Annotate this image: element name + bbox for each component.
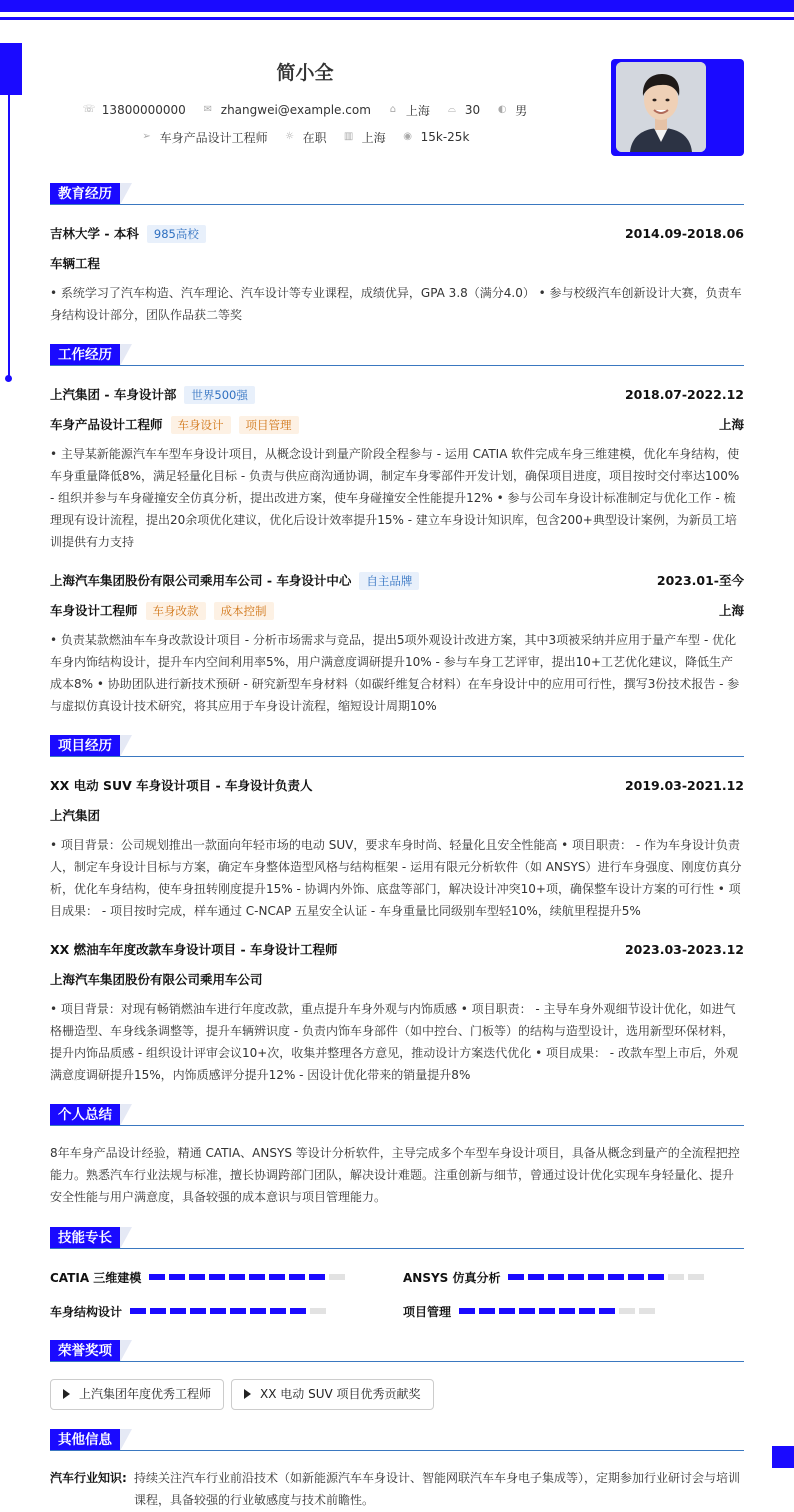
skill-level-bar — [459, 1308, 659, 1314]
job-role: 车身产品设计工程师 — [50, 416, 163, 432]
skill-segment — [249, 1274, 265, 1280]
home-icon: ⌂ — [389, 104, 397, 115]
job-title-text: 车身产品设计工程师 — [159, 130, 268, 145]
project-1-header — [50, 776, 744, 794]
skill-segment — [310, 1308, 326, 1314]
project-date: 2019.03-2021.12 — [624, 777, 744, 793]
section-rule — [50, 1450, 744, 1451]
skill-segment — [559, 1308, 575, 1314]
project-org: 上海汽车集团股份有限公司乘用车公司 — [50, 972, 263, 987]
project-date: 2023.03-2023.12 — [624, 941, 744, 957]
section-title-tail — [120, 1340, 132, 1362]
honor-item — [231, 1379, 434, 1410]
section-title-tail — [120, 1104, 132, 1126]
section-work — [50, 344, 744, 366]
city-text: 上海 — [405, 103, 430, 118]
school-name: 吉林大学 - 本科 — [50, 225, 139, 241]
work-2-description: • 负责某款燃油车车身改款设计项目 - 分析市场需求与竞品，提出5项外观设计改进方案，其中3项被采纳并应用于量产车型 - 优化车身内饰结构设计，提升车内空间利用率5%，用户满意度调研提升10% - 参与车身工艺评审，提出10+工艺优化建议，降低生产成本8% • 协助团队进行新技术预研 - 研究新型车身材料（如碳纤维复合材料）在车身设计中的应用可行性，撰写3份技术报告 - 参与虚拟仿真设计技术研究，将其应用于车身设计流程，缩短设计周期10% — [50, 633, 740, 713]
skill-name: ANSYS 仿真分析 — [403, 1270, 501, 1285]
work-date: 2018.07-2022.12 — [624, 386, 744, 402]
profile-photo-frame — [611, 59, 744, 156]
skill-name: CATIA 三维建模 — [50, 1270, 142, 1285]
skill-segment — [189, 1274, 205, 1280]
salary-item — [402, 130, 470, 144]
salary-icon: ◉ — [403, 131, 412, 142]
work-date: 2023.01-至今 — [656, 573, 744, 588]
salary-text: 15k-25k — [420, 130, 470, 144]
skill-segment — [229, 1274, 245, 1280]
section-title-tail — [120, 344, 132, 366]
phone-icon: ☏ — [82, 104, 96, 115]
education-date: 2014.09-2018.06 — [624, 225, 744, 241]
skill-segment — [548, 1274, 564, 1280]
skill-segment — [588, 1274, 604, 1280]
age-text: 30 — [464, 103, 481, 117]
skill-name: 车身结构设计 — [50, 1304, 123, 1319]
section-rule — [50, 756, 744, 757]
role-tag: 车身改款 — [146, 602, 206, 620]
skill-segment — [608, 1274, 624, 1280]
age-item — [446, 103, 480, 117]
project-2-description: • 项目背景：对现有畅销燃油车进行年度改款，重点提升车身外观与内饰质感 • 项目职责： - 主导车身外观细节设计优化，如进气格栅造型、车身线条调整等，提升车辆辨识度 - 负责内饰车身部件（如中控台、门板等）的结构与造型设计，选用新型环保材料，提升内饰品质感 - 组织设计评审会议10+次，收集并整理各方意见，推动设计方案迭代优化 • 项目成果： - 改款车型上市后，外观满意度调研提升15%，内饰质感评分提升12% - 因设计优化带来的销量提升8% — [50, 1002, 738, 1082]
section-education — [50, 183, 744, 205]
skill-item — [50, 1302, 330, 1320]
skill-segment — [639, 1308, 655, 1314]
skill-segment — [579, 1308, 595, 1314]
skill-segment — [230, 1308, 246, 1314]
skill-segment — [508, 1274, 524, 1280]
skill-level-bar — [149, 1274, 349, 1280]
role-tag: 项目管理 — [239, 416, 299, 434]
skill-segment — [528, 1274, 544, 1280]
company-tag: 自主品牌 — [359, 572, 419, 590]
section-skills — [50, 1227, 744, 1249]
skill-segment — [668, 1274, 684, 1280]
role-tag: 成本控制 — [214, 602, 274, 620]
play-icon — [63, 1389, 70, 1399]
skill-segment — [130, 1308, 146, 1314]
skill-segment — [250, 1308, 266, 1314]
section-title-tail — [120, 1227, 132, 1249]
skill-item — [50, 1268, 349, 1286]
skill-segment — [619, 1308, 635, 1314]
education-major-row — [50, 254, 744, 272]
section-other — [50, 1429, 744, 1451]
skill-name: 项目管理 — [403, 1304, 452, 1319]
skill-segment — [269, 1274, 285, 1280]
project-1-org-row — [50, 806, 744, 824]
skill-segment — [648, 1274, 664, 1280]
other-info-label: 汽车行业知识: — [50, 1471, 127, 1485]
status-text: 在职 — [302, 130, 327, 145]
gender-text: 男 — [515, 103, 528, 118]
gender-item — [496, 102, 527, 119]
section-title: 工作经历 — [50, 344, 120, 366]
skill-segment — [170, 1308, 186, 1314]
job-title-item — [141, 129, 268, 146]
skill-segment — [539, 1308, 555, 1314]
section-rule — [50, 1361, 744, 1362]
skill-segment — [169, 1274, 185, 1280]
company-name: 上海汽车集团股份有限公司乘用车公司 - 车身设计中心 — [50, 572, 352, 588]
work-city-item — [343, 129, 386, 146]
project-title: XX 燃油车年度改款车身设计项目 - 车身设计工程师 — [50, 942, 338, 957]
section-title: 技能专长 — [50, 1227, 120, 1249]
skill-segment — [479, 1308, 495, 1314]
other-info-text: 持续关注汽车行业前沿技术（如新能源汽车车身设计、智能网联汽车车身电子集成等），定期参加行业研讨会与培训课程，具备较强的行业敏感度与技术前瞻性。 — [134, 1471, 741, 1507]
play-icon — [244, 1389, 251, 1399]
work-city: 上海 — [718, 603, 744, 618]
skill-segment — [459, 1308, 475, 1314]
gender-icon: ◐ — [497, 104, 507, 115]
project-2-header — [50, 940, 744, 958]
project-2-org-row — [50, 970, 744, 988]
project-1-description: • 项目背景：公司规划推出一款面向年轻市场的电动 SUV，要求车身时尚、轻量化且安全性能高 • 项目职责： - 作为车身设计负责人，制定车身设计目标与方案，确定车身整体造型风格与结构框架 - 运用有限元分析软件（如 ANSYS）进行车身强度、刚度仿真分析，优化车身结构，使车身扭转刚度提升15% - 协调内外饰、底盘等部门，解决设计冲突10+项，确保整车设计方案的可行性 • 项目成果： - 项目按时完成，样车通过 C-NCAP 五星安全认证 - 车身重量比同级别车型轻10%，续航里程提升5% — [50, 838, 742, 918]
skill-segment — [209, 1274, 225, 1280]
status-item — [284, 129, 327, 146]
skill-segment — [628, 1274, 644, 1280]
skill-item — [403, 1268, 708, 1286]
skill-item — [403, 1302, 659, 1320]
left-timeline-dot — [5, 375, 12, 382]
avatar — [616, 62, 706, 152]
work-2-role-row — [50, 601, 744, 619]
section-title: 个人总结 — [50, 1104, 120, 1126]
summary-text: 8年车身产品设计经验，精通 CATIA、ANSYS 等设计分析软件，主导完成多个车型车身设计项目，具备从概念到量产的全流程把控能力。熟悉汽车行业法规与标准，擅长协调跨部门团队，解决设计难题。注重创新与细节，曾通过设计优化实现车身轻量化、提升安全性能与用户满意度，具备较强的成本意识与项目管理能力。 — [50, 1146, 740, 1204]
major: 车辆工程 — [50, 256, 101, 271]
other-info-row — [50, 1467, 744, 1511]
section-summary — [50, 1104, 744, 1126]
section-title-tail — [120, 735, 132, 757]
work-city: 上海 — [718, 417, 744, 432]
project-title: XX 电动 SUV 车身设计项目 - 车身设计负责人 — [50, 778, 313, 793]
skill-segment — [568, 1274, 584, 1280]
top-accent-bar — [0, 0, 794, 12]
bottom-right-accent — [772, 1446, 794, 1468]
honor-text: XX 电动 SUV 项目优秀贡献奖 — [260, 1387, 421, 1401]
skill-segment — [329, 1274, 345, 1280]
work-1-description: • 主导某新能源汽车车型车身设计项目，从概念设计到量产阶段全程参与 - 运用 CATIA 软件完成车身三维建模，优化车身结构，使车身重量降低8%，满足轻量化目标 - 负责与供应商沟通协调，制定车身零部件开发计划，确保项目进度，项目按时交付率达100% - 组织并参与车身碰撞安全仿真分析，提出改进方案，使车身碰撞安全性能提升12% • 参与公司车身设计标准制定与优化工作 - 梳理现有设计流程，提出20余项优化建议，优化后设计效率提升15% - 建立车身设计知识库，包含200+典型设计案例，为新员工培训提供有力支持 — [50, 447, 740, 549]
section-project — [50, 735, 744, 757]
section-honors — [50, 1340, 744, 1362]
work-2-header — [50, 571, 744, 589]
section-title: 教育经历 — [50, 183, 120, 205]
top-accent-line — [0, 17, 794, 20]
education-header — [50, 224, 744, 242]
skill-segment — [290, 1308, 306, 1314]
skill-segment — [309, 1274, 325, 1280]
skill-segment — [519, 1308, 535, 1314]
work-1-header — [50, 385, 744, 403]
mail-icon: ✉ — [203, 104, 212, 115]
skill-segment — [499, 1308, 515, 1314]
send-icon: ➢ — [142, 131, 151, 142]
skill-segment — [149, 1274, 165, 1280]
skill-level-bar — [508, 1274, 708, 1280]
section-rule — [50, 1248, 744, 1249]
education-description: • 系统学习了汽车构造、汽车理论、汽车设计等专业课程，成绩优异，GPA 3.8（满分4.0） • 参与校级汽车创新设计大赛，负责车身结构设计部分，团队作品获二等奖 — [50, 286, 742, 322]
skill-segment — [270, 1308, 286, 1314]
section-rule — [50, 204, 744, 205]
phone-item — [83, 103, 186, 117]
project-org: 上汽集团 — [50, 808, 101, 823]
skill-segment — [150, 1308, 166, 1314]
section-title: 荣誉奖项 — [50, 1340, 120, 1362]
job-row — [0, 128, 610, 146]
school-tag: 985高校 — [147, 225, 206, 243]
email-text: zhangwei@example.com — [220, 103, 371, 117]
skill-segment — [599, 1308, 615, 1314]
work-city-text: 上海 — [361, 130, 386, 145]
section-title-tail — [120, 1429, 132, 1451]
skill-segment — [190, 1308, 206, 1314]
section-rule — [50, 1125, 744, 1126]
city-item — [387, 102, 430, 119]
section-title-tail — [120, 183, 132, 205]
phone-text: 13800000000 — [101, 103, 186, 117]
contact-row — [0, 101, 610, 119]
work-1-role-row — [50, 415, 744, 433]
section-title: 其他信息 — [50, 1429, 120, 1451]
candidate-name: 简小全 — [276, 62, 334, 84]
cake-icon: ⌓ — [447, 104, 456, 115]
avatar-portrait — [616, 62, 706, 152]
job-role: 车身设计工程师 — [50, 602, 138, 618]
company-tag: 世界500强 — [184, 386, 254, 404]
section-rule — [50, 365, 744, 366]
section-title: 项目经历 — [50, 735, 120, 757]
skill-segment — [210, 1308, 226, 1314]
skill-level-bar — [130, 1308, 330, 1314]
role-tag: 车身设计 — [171, 416, 231, 434]
email-item — [202, 103, 371, 117]
skill-segment — [289, 1274, 305, 1280]
status-icon: ☼ — [285, 131, 295, 142]
building-icon: ▥ — [343, 131, 354, 142]
honor-item — [50, 1379, 224, 1410]
honor-text: 上汽集团年度优秀工程师 — [79, 1387, 212, 1401]
company-name: 上汽集团 - 车身设计部 — [50, 386, 177, 402]
skill-segment — [688, 1274, 704, 1280]
